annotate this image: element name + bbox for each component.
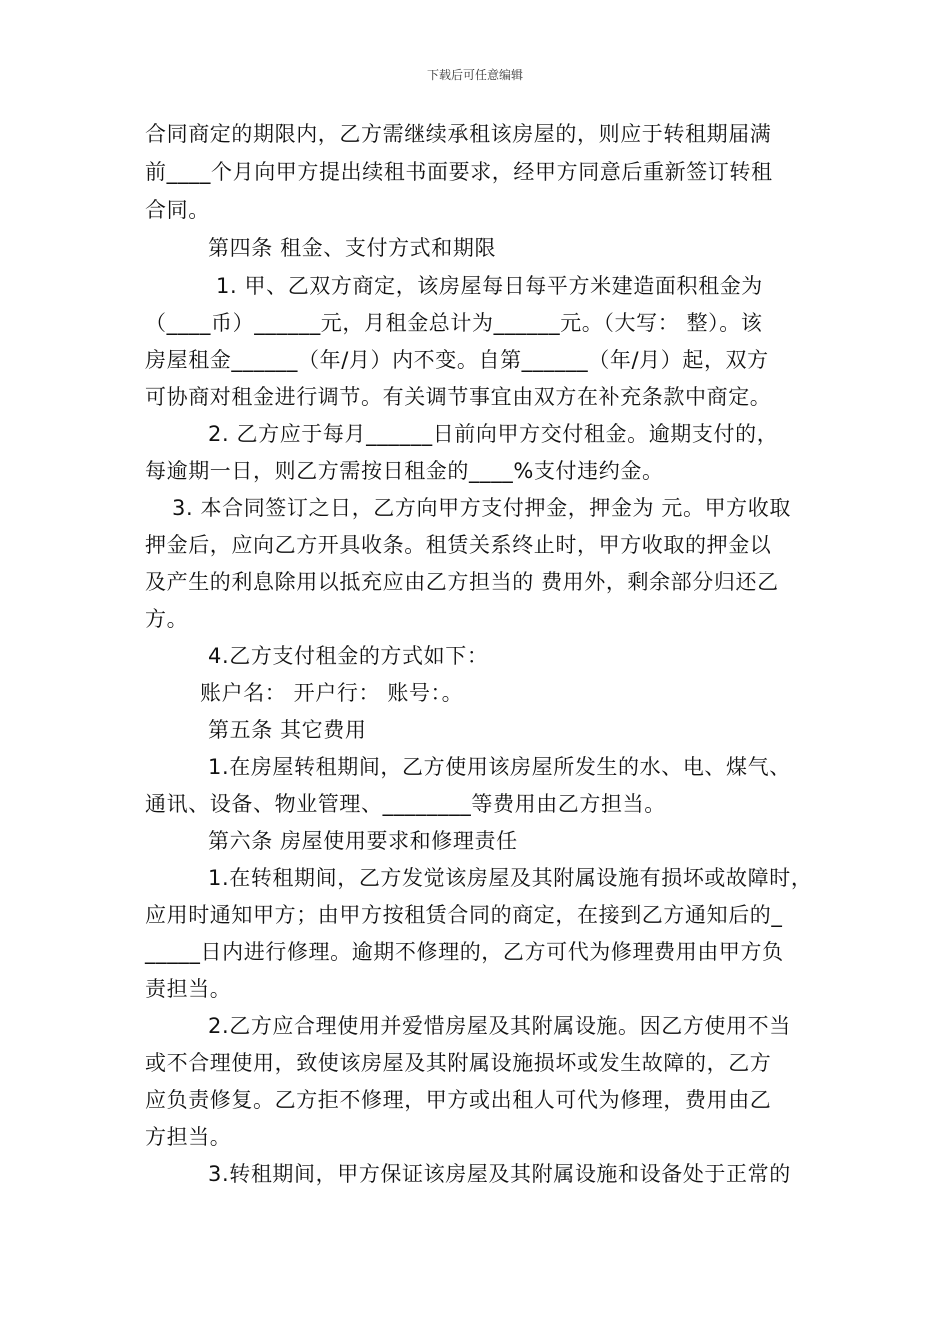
text-line: 方。 bbox=[145, 607, 189, 631]
text-line: 通讯、设备、物业管理、________等费用由乙方担当。 bbox=[145, 792, 666, 816]
section-heading: 第五条 其它费用 bbox=[208, 718, 367, 742]
text-line: 合同。 bbox=[145, 198, 210, 222]
text-line: 责担当。 bbox=[145, 977, 232, 1001]
text-line: 可协商对租金进行调节。有关调节事宜由双方在补充条款中商定。 bbox=[145, 385, 772, 409]
text-line: 每逾期一日，则乙方需按日租金的____%支付违约金。 bbox=[145, 459, 664, 483]
text-line: 4.乙方支付租金的方式如下： bbox=[208, 644, 489, 668]
text-line: 或不合理使用，致使该房屋及其附属设施损坏或发生故障的，乙方 bbox=[145, 1051, 772, 1075]
text-line: 应负责修复。乙方拒不修理，甲方或出租人可代为修理，费用由乙 bbox=[145, 1088, 772, 1112]
text-line: 账户名： 开户行： 账号：。 bbox=[200, 681, 464, 705]
text-line: 方担当。 bbox=[145, 1125, 232, 1149]
text-line: 房屋租金______（年/月）内不变。自第______（年/月）起，双方 bbox=[145, 348, 769, 372]
text-line: 押金后，应向乙方开具收条。租赁关系终止时，甲方收取的押金以 bbox=[145, 533, 772, 557]
text-line: 1.在房屋转租期间，乙方使用该房屋所发生的水、电、煤气、 bbox=[208, 755, 791, 779]
text-line: 合同商定的期限内，乙方需继续承租该房屋的，则应于转租期届满 bbox=[145, 122, 772, 146]
text-line: 2. 乙方应于每月______日前向甲方交付租金。逾期支付的， bbox=[208, 422, 779, 446]
text-line: 前____个月向甲方提出续租书面要求，经甲方同意后重新签订转租 bbox=[145, 160, 773, 184]
text-line: 3. 本合同签订之日，乙方向甲方支付押金，押金为 元。甲方收取 bbox=[172, 496, 791, 520]
text-line: 及产生的利息除用以抵充应由乙方担当的 费用外，剩余部分归还乙 bbox=[145, 570, 779, 594]
section-heading: 第六条 房屋使用要求和修理责任 bbox=[208, 829, 518, 853]
text-line: 应用时通知甲方；由甲方按租赁合同的商定，在接到乙方通知后的_ bbox=[145, 903, 783, 927]
page-header: 下载后可任意编辑 bbox=[426, 68, 523, 82]
text-line: 3.转租期间，甲方保证该房屋及其附属设施和设备处于正常的 bbox=[208, 1162, 791, 1186]
text-line: _____日内进行修理。逾期不修理的，乙方可代为修理费用由甲方负 bbox=[145, 940, 784, 964]
text-line: 1.在转租期间，乙方发觉该房屋及其附属设施有损坏或故障时， bbox=[208, 866, 813, 890]
text-line: 2.乙方应合理使用并爱惜房屋及其附属设施。因乙方使用不当 bbox=[208, 1014, 791, 1038]
section-heading: 第四条 租金、支付方式和期限 bbox=[208, 236, 497, 260]
text-line: 1. 甲、乙双方商定，该房屋每日每平方米建造面积租金为 bbox=[216, 274, 763, 298]
text-line: （____币）______元，月租金总计为______元。（大写： 整）。该 bbox=[145, 311, 763, 335]
